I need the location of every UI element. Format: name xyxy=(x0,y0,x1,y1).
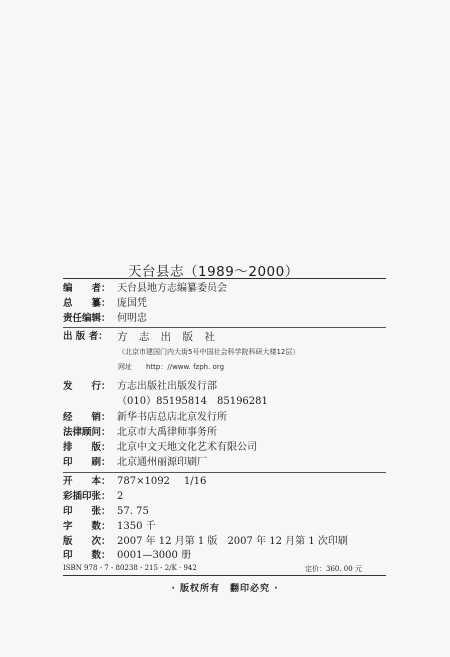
distribution-label: 发 行： xyxy=(63,381,111,392)
spec-print-sheets xyxy=(63,506,149,518)
publisher-website xyxy=(118,362,224,372)
service-distributor xyxy=(63,412,227,424)
spec-label: 印 张： xyxy=(63,506,111,517)
service-typesetting xyxy=(63,442,257,454)
credit-value: 庞国凭 xyxy=(117,298,147,309)
spec-color-sheets xyxy=(63,491,123,503)
publisher-address: （北京市建国门内大街5号中国社会科学院科研大楼12层） xyxy=(118,348,300,356)
service-value: 北京中文天地文化艺术有限公司 xyxy=(117,442,257,453)
service-label: 排 版： xyxy=(63,442,111,453)
spec-label: 字 数： xyxy=(63,521,111,532)
spec-edition xyxy=(63,536,348,548)
spec-value: 1350 千 xyxy=(117,521,156,532)
credit-editor xyxy=(63,283,227,295)
spec-value: 2007 年 12 月第 1 版 xyxy=(117,536,218,547)
divider-credits xyxy=(63,327,386,328)
isbn: ISBN 978 - 7 - 80238 - 215 - 2/K · 942 xyxy=(63,564,197,572)
service-label: 印 刷： xyxy=(63,457,111,468)
credit-label: 责任编辑： xyxy=(63,313,111,324)
spec-label: 印 数： xyxy=(63,550,111,561)
distribution-phone: （010）85195814 85196281 xyxy=(117,396,268,407)
website-label: 网址 xyxy=(118,363,132,371)
spec-label: 版 次： xyxy=(63,536,111,547)
service-legal xyxy=(63,427,217,439)
book-title: 天台县志（1989～2000） xyxy=(128,264,299,280)
spec-extra: 1/16 xyxy=(183,476,207,487)
spec-value: 787×1092 xyxy=(117,476,170,487)
service-value: 北京通州丽源印刷厂 xyxy=(117,457,207,468)
service-value: 新华书店总店北京发行所 xyxy=(117,412,227,423)
spec-value: 57. 75 xyxy=(117,506,149,517)
credit-value: 天台县地方志编纂委员会 xyxy=(117,283,227,294)
website-value: http：//www. fzph. org xyxy=(146,363,225,371)
credit-label: 总 纂： xyxy=(63,298,111,309)
spec-value: 0001—3000 册 xyxy=(117,550,192,561)
publisher-label: 出 版 者： xyxy=(63,331,108,342)
publisher-row xyxy=(63,331,219,343)
spec-label: 彩插印张： xyxy=(63,491,111,502)
distribution-row xyxy=(63,381,217,393)
spec-print-run xyxy=(63,550,191,562)
service-label: 经 销： xyxy=(63,412,111,423)
service-value: 北京市大禹律师事务所 xyxy=(117,427,217,438)
publisher-name: 方 志 出 版 社 xyxy=(117,331,219,343)
spec-word-count xyxy=(63,521,156,533)
divider-isbn xyxy=(63,575,386,576)
service-printing xyxy=(63,457,207,469)
copyright-notice: · 版权所有 翻印必究 · xyxy=(171,584,279,594)
spec-value: 2 xyxy=(117,491,124,502)
credit-chief-compiler xyxy=(63,298,147,310)
spec-extra: 2007 年 12 月第 1 次印刷 xyxy=(227,536,348,547)
credit-value: 何明忠 xyxy=(117,313,147,324)
distribution-value: 方志出版社出版发行部 xyxy=(117,381,217,392)
price: 定价：360. 00 元 xyxy=(305,565,362,573)
spec-label: 开 本： xyxy=(63,476,111,487)
credit-label: 编 者： xyxy=(63,283,111,294)
divider-title xyxy=(63,278,386,279)
service-label: 法律顾问： xyxy=(63,427,111,438)
credit-responsible-editor xyxy=(63,313,147,325)
spec-format xyxy=(63,476,206,488)
divider-services xyxy=(63,472,386,473)
